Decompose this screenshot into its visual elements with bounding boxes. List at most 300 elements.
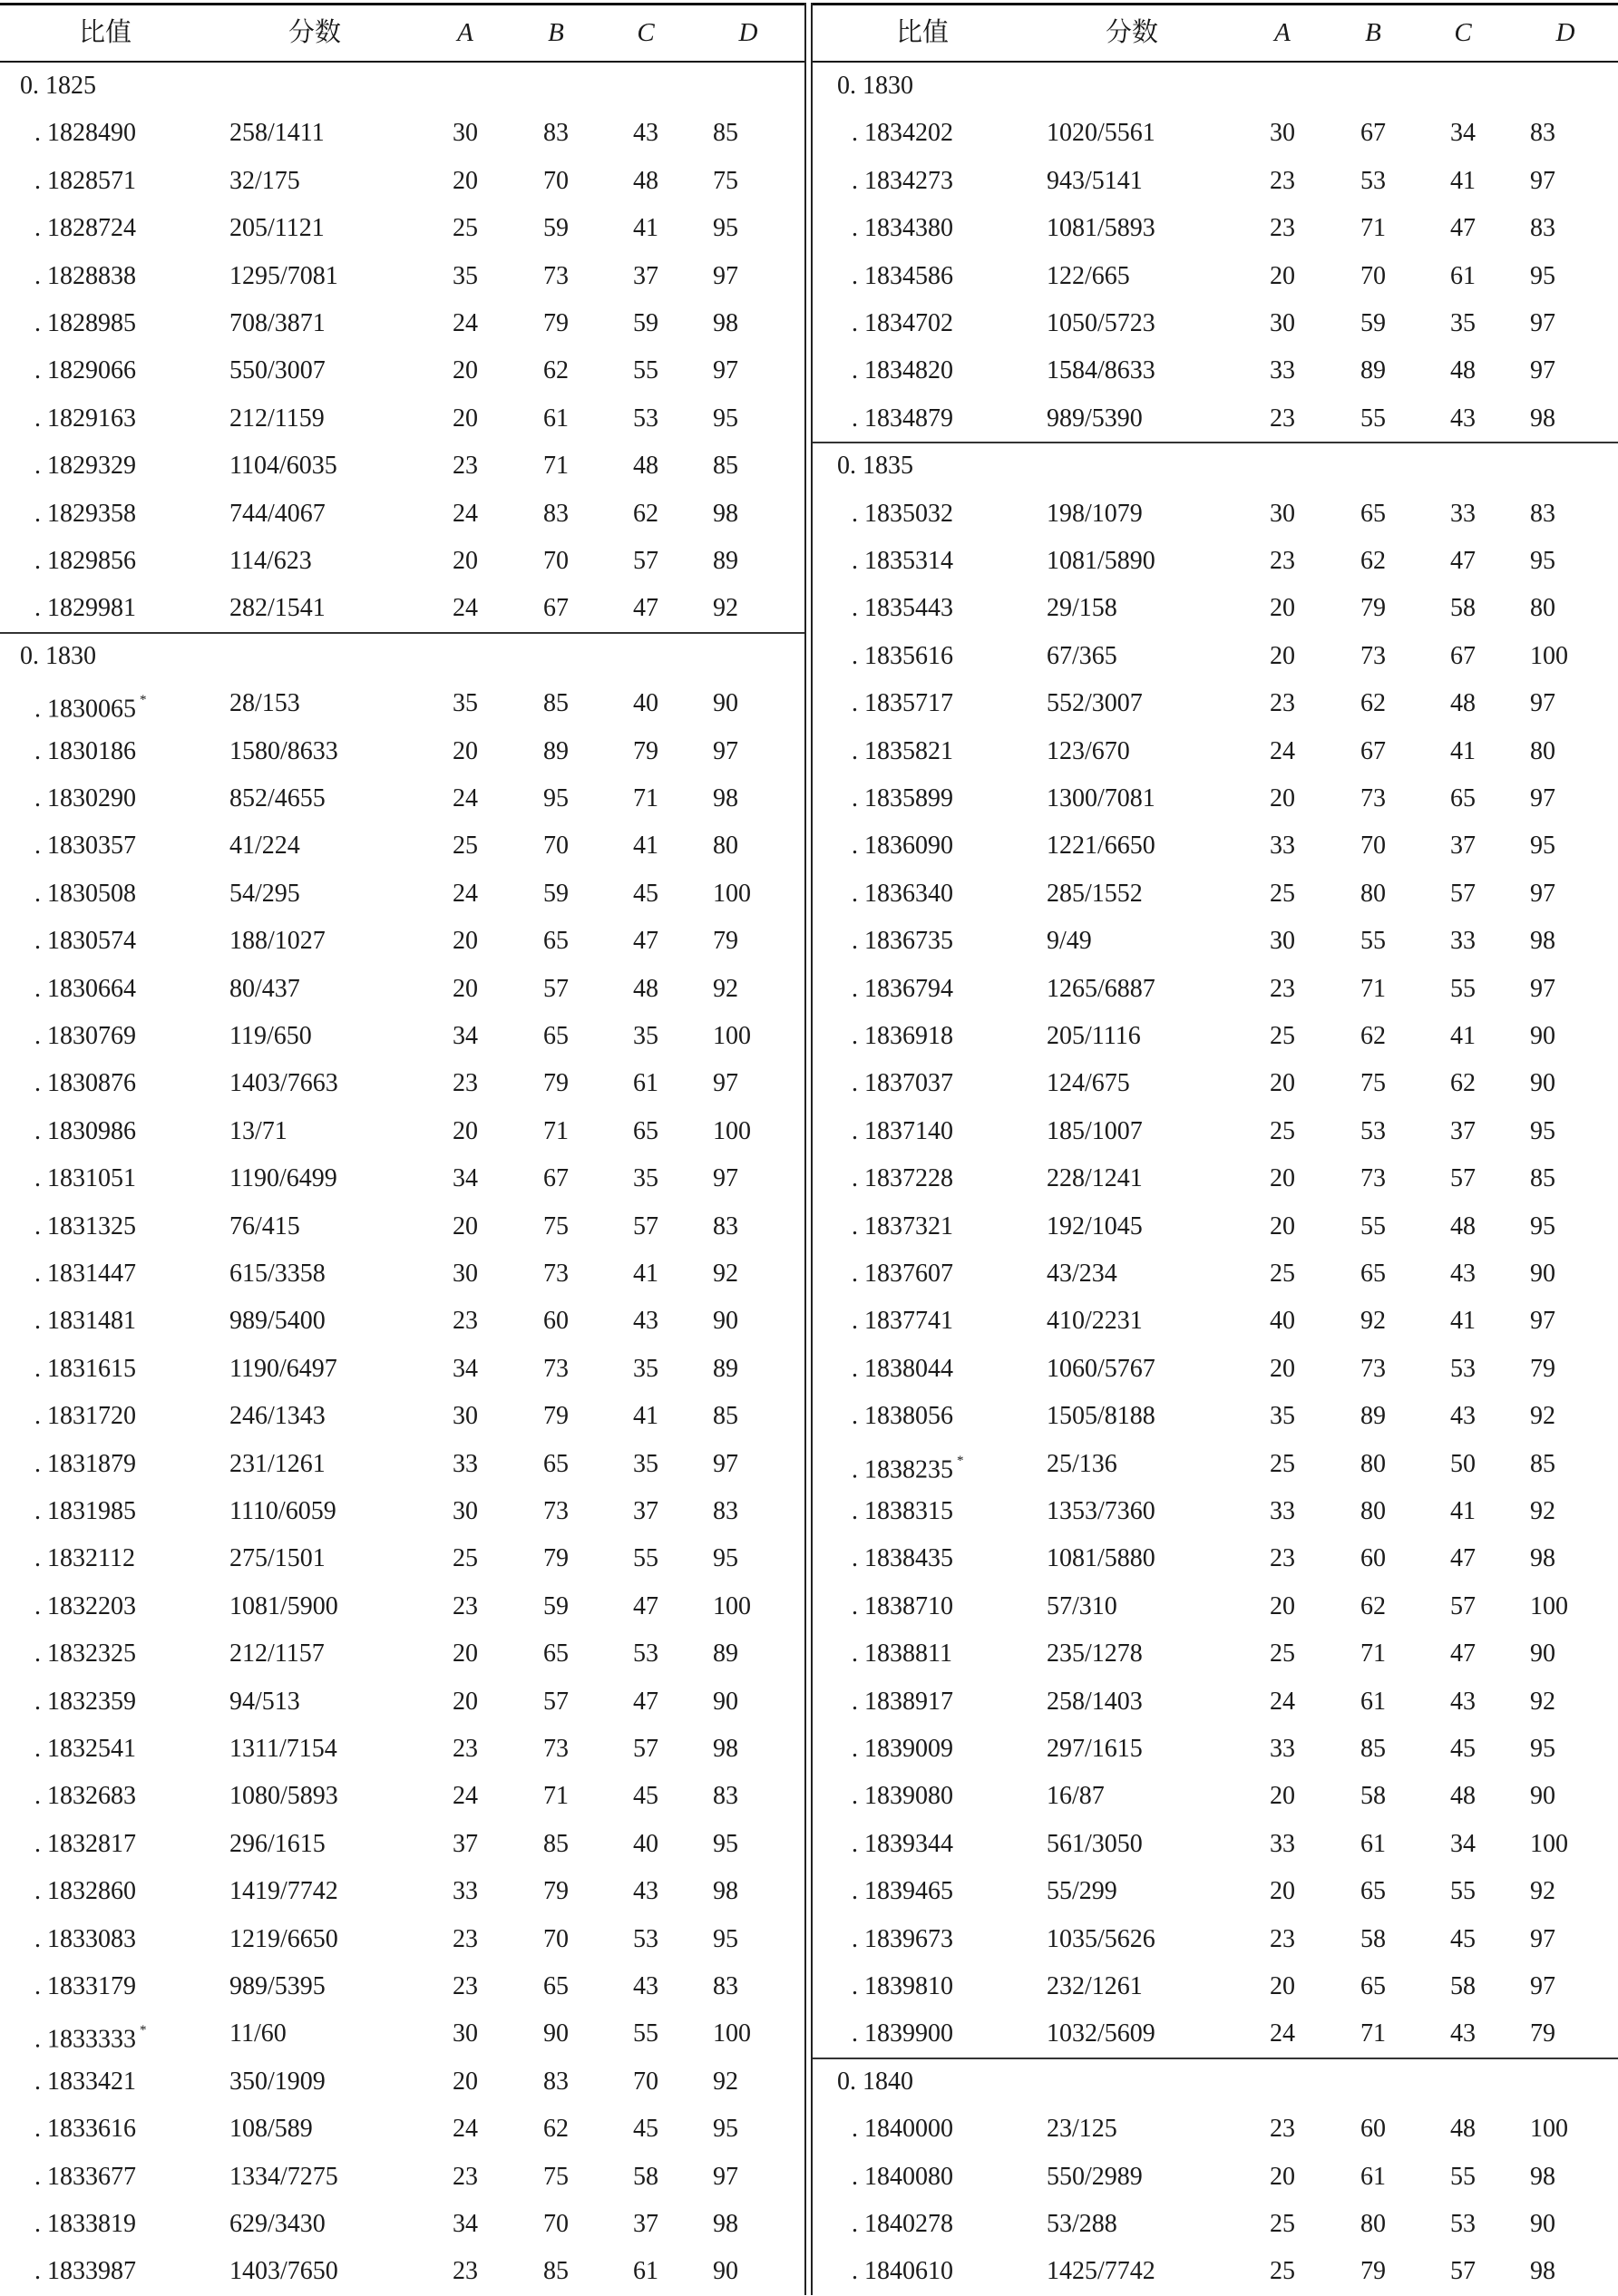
- c-cell: 41: [633, 1260, 658, 1288]
- table-row: [813, 538, 1618, 585]
- ratio-cell: [852, 1060, 953, 1107]
- fraction-cell: 232/1261: [1047, 1972, 1143, 2000]
- ratio-value: . 1836340: [852, 879, 953, 908]
- ratio-cell: [34, 1535, 135, 1582]
- c-cell: 57: [1450, 1164, 1476, 1193]
- c-cell: 45: [633, 2115, 658, 2144]
- d-cell: 97: [713, 356, 738, 385]
- a-cell: 23: [1270, 1544, 1295, 1573]
- table-row: [813, 871, 1618, 918]
- b-cell: 85: [1360, 1735, 1386, 1763]
- table-row: [0, 2154, 805, 2201]
- fraction-cell: 852/4655: [229, 784, 326, 812]
- d-cell: 97: [1530, 689, 1555, 718]
- table-row: [0, 2106, 805, 2153]
- a-cell: 30: [453, 1260, 478, 1288]
- ratio-value: . 1829856: [34, 547, 136, 575]
- c-cell: 43: [633, 1307, 658, 1336]
- ratio-value: . 1832112: [34, 1544, 135, 1573]
- a-cell: 25: [1270, 2257, 1295, 2286]
- a-cell: 20: [1270, 2162, 1295, 2191]
- d-cell: 95: [1530, 1116, 1555, 1145]
- b-cell: 89: [1360, 1402, 1386, 1431]
- d-cell: 80: [713, 832, 738, 861]
- column-header-b: B: [1365, 18, 1381, 47]
- c-cell: 40: [633, 689, 658, 718]
- a-cell: 20: [453, 356, 478, 385]
- c-cell: 48: [1450, 1211, 1476, 1240]
- table-row: [813, 1726, 1618, 1773]
- a-cell: 20: [453, 1211, 478, 1240]
- c-cell: 58: [1450, 1972, 1476, 2000]
- a-cell: 23: [453, 2162, 478, 2191]
- fraction-cell: 258/1403: [1047, 1687, 1143, 1716]
- ratio-value: . 1830508: [34, 879, 136, 908]
- ratio-value: . 1828490: [34, 119, 136, 148]
- a-cell: 20: [1270, 641, 1295, 670]
- c-cell: 53: [633, 1924, 658, 1953]
- a-cell: 24: [1270, 736, 1295, 765]
- ratio-cell: [34, 871, 136, 918]
- ratio-cell: [852, 1203, 953, 1250]
- c-cell: 62: [1450, 1069, 1476, 1098]
- a-cell: 25: [1270, 2210, 1295, 2238]
- ratio-cell: [852, 300, 953, 347]
- d-cell: 85: [713, 1402, 738, 1431]
- ratio-cell: [34, 1250, 136, 1298]
- fraction-cell: 1081/5900: [229, 1591, 338, 1620]
- fraction-cell: 212/1157: [229, 1639, 325, 1668]
- c-cell: 53: [633, 1639, 658, 1668]
- d-cell: 89: [713, 1639, 738, 1668]
- d-cell: 95: [713, 2115, 738, 2144]
- ratio-value: . 1835314: [852, 547, 953, 575]
- table-row: [0, 585, 805, 632]
- d-cell: 97: [713, 736, 738, 765]
- d-cell: 92: [713, 1260, 738, 1288]
- fraction-cell: 198/1079: [1047, 499, 1143, 528]
- ratio-value: . 1831879: [34, 1449, 136, 1478]
- ratio-value: . 1830986: [34, 1116, 136, 1145]
- b-cell: 83: [543, 2067, 569, 2096]
- ratio-value: . 1828838: [34, 261, 136, 290]
- c-cell: 35: [633, 1449, 658, 1478]
- a-cell: 30: [453, 1402, 478, 1431]
- ratio-cell: [852, 538, 953, 585]
- c-cell: 55: [1450, 2162, 1476, 2191]
- group-label: 0. 1830: [20, 641, 96, 670]
- ratio-cell: [852, 1963, 953, 2010]
- c-cell: 57: [633, 1211, 658, 1240]
- ratio-cell: [34, 1155, 136, 1202]
- ratio-cell: [34, 918, 136, 965]
- fraction-cell: 282/1541: [229, 594, 326, 623]
- b-cell: 73: [543, 1260, 569, 1288]
- ratio-cell: [852, 871, 953, 918]
- ratio-value: . 1832683: [34, 1782, 136, 1811]
- c-cell: 58: [633, 2162, 658, 2191]
- b-cell: 62: [1360, 1022, 1386, 1050]
- fraction-cell: 124/675: [1047, 1069, 1130, 1098]
- d-cell: 95: [1530, 1211, 1555, 1240]
- ratio-value: . 1836090: [852, 832, 953, 861]
- ratio-value: . 1830186: [34, 736, 136, 765]
- a-cell: 20: [453, 2067, 478, 2096]
- fraction-cell: 989/5395: [229, 1972, 326, 2000]
- ratio-value: . 1830357: [34, 832, 136, 861]
- table-row: [0, 1868, 805, 1915]
- a-cell: 23: [453, 1591, 478, 1620]
- b-cell: 62: [543, 2115, 569, 2144]
- fraction-cell: 29/158: [1047, 594, 1117, 623]
- d-cell: 97: [1530, 974, 1555, 1003]
- ratio-cell: [34, 966, 136, 1013]
- a-cell: 20: [1270, 784, 1295, 812]
- table-row: [813, 1013, 1618, 1060]
- d-cell: 97: [1530, 309, 1555, 337]
- d-cell: 98: [713, 499, 738, 528]
- d-cell: 90: [1530, 1260, 1555, 1288]
- table-row: [813, 158, 1618, 205]
- b-cell: 80: [1360, 1497, 1386, 1525]
- fraction-cell: 123/670: [1047, 736, 1130, 765]
- ratio-cell: [34, 300, 136, 347]
- table-row: [0, 1013, 805, 1060]
- a-cell: 33: [1270, 1497, 1295, 1525]
- ratio-cell: [34, 110, 136, 157]
- fraction-cell: 114/623: [229, 547, 312, 575]
- fraction-cell: 43/234: [1047, 1260, 1117, 1288]
- ratio-cell: [34, 728, 136, 775]
- table-row: [813, 1060, 1618, 1107]
- fraction-cell: 28/153: [229, 689, 300, 718]
- ratio-value: . 1835899: [852, 784, 953, 812]
- a-cell: 34: [453, 2210, 478, 2238]
- table-row: [0, 2248, 805, 2295]
- ratio-cell: [34, 680, 147, 727]
- a-cell: 25: [1270, 1449, 1295, 1478]
- ratio-cell: [852, 2201, 953, 2248]
- c-cell: 40: [633, 1829, 658, 1858]
- d-cell: 95: [1530, 832, 1555, 861]
- b-cell: 79: [543, 309, 569, 337]
- ratio-value: . 1834586: [852, 261, 953, 290]
- group-row: [0, 633, 805, 680]
- a-cell: 23: [1270, 974, 1295, 1003]
- fraction-cell: 192/1045: [1047, 1211, 1143, 1240]
- d-cell: 89: [713, 1354, 738, 1383]
- b-cell: 89: [543, 736, 569, 765]
- a-cell: 24: [453, 309, 478, 337]
- column-header-a: A: [1274, 18, 1291, 47]
- table-row: [0, 2058, 805, 2106]
- d-cell: 100: [713, 2019, 751, 2048]
- b-cell: 60: [543, 1307, 569, 1336]
- ratio-value: . 1832541: [34, 1735, 136, 1763]
- fraction-cell: 228/1241: [1047, 1164, 1143, 1193]
- table-row: [0, 728, 805, 775]
- d-cell: 95: [713, 404, 738, 433]
- table-row: [0, 2201, 805, 2248]
- ratio-cell: [852, 822, 953, 870]
- b-cell: 73: [543, 261, 569, 290]
- ratio-value: . 1834380: [852, 214, 953, 243]
- d-cell: 83: [1530, 214, 1555, 243]
- table-row: [813, 1155, 1618, 1202]
- c-cell: 57: [1450, 879, 1476, 908]
- d-cell: 98: [713, 309, 738, 337]
- a-cell: 23: [453, 1307, 478, 1336]
- table-row: [813, 585, 1618, 632]
- a-cell: 25: [1270, 1260, 1295, 1288]
- ratio-value: . 1835032: [852, 499, 953, 528]
- ratio-cell: [34, 1868, 136, 1915]
- table-row: [0, 918, 805, 965]
- a-cell: 25: [1270, 1022, 1295, 1050]
- table-row: [0, 1203, 805, 1250]
- d-cell: 90: [1530, 2210, 1555, 2238]
- b-cell: 71: [543, 452, 569, 481]
- b-cell: 79: [1360, 2257, 1386, 2286]
- b-cell: 79: [543, 1069, 569, 1098]
- fraction-cell: 119/650: [229, 1022, 312, 1050]
- a-cell: 30: [1270, 309, 1295, 337]
- b-cell: 90: [543, 2019, 569, 2048]
- table-row: [0, 300, 805, 347]
- b-cell: 73: [543, 1735, 569, 1763]
- a-cell: 25: [1270, 879, 1295, 908]
- d-cell: 92: [1530, 1497, 1555, 1525]
- d-cell: 92: [713, 974, 738, 1003]
- fraction-cell: 285/1552: [1047, 879, 1143, 908]
- c-cell: 53: [1450, 2210, 1476, 2238]
- fraction-cell: 23/125: [1047, 2115, 1117, 2144]
- a-cell: 33: [1270, 832, 1295, 861]
- ratio-value: . 1828985: [34, 309, 136, 337]
- c-cell: 55: [633, 1544, 658, 1573]
- b-cell: 61: [1360, 1687, 1386, 1716]
- ratio-cell: [34, 1916, 136, 1963]
- a-cell: 23: [1270, 1924, 1295, 1953]
- b-cell: 62: [1360, 1591, 1386, 1620]
- fraction-cell: 1060/5767: [1047, 1354, 1155, 1383]
- ratio-cell: [852, 158, 953, 205]
- table-row: [0, 205, 805, 252]
- ratio-cell: [34, 1583, 136, 1630]
- b-cell: 79: [1360, 594, 1386, 623]
- ratio-value: . 1829981: [34, 594, 136, 623]
- c-cell: 35: [633, 1164, 658, 1193]
- d-cell: 97: [713, 1069, 738, 1098]
- ratio-value: . 1838056: [852, 1402, 953, 1431]
- ratio-cell: [852, 1773, 953, 1820]
- a-cell: 20: [453, 736, 478, 765]
- b-cell: 70: [543, 1924, 569, 1953]
- fraction-cell: 76/415: [229, 1211, 300, 1240]
- ratio-cell: [852, 1678, 953, 1726]
- fraction-cell: 1050/5723: [1047, 309, 1155, 337]
- fraction-cell: 1020/5561: [1047, 119, 1155, 148]
- ratio-value: . 1839810: [852, 1972, 953, 2000]
- b-cell: 62: [1360, 689, 1386, 718]
- ratio-cell: [852, 2010, 953, 2058]
- c-cell: 47: [633, 1687, 658, 1716]
- d-cell: 83: [713, 1497, 738, 1525]
- top-rule: [813, 3, 1618, 5]
- b-cell: 71: [1360, 214, 1386, 243]
- a-cell: 20: [1270, 594, 1295, 623]
- table-row: [0, 443, 805, 490]
- ratio-cell: [852, 2154, 953, 2201]
- b-cell: 53: [1360, 166, 1386, 195]
- fraction-cell: 296/1615: [229, 1829, 326, 1858]
- asterisk-mark: *: [957, 1453, 964, 1468]
- ratio-cell: [852, 1441, 964, 1488]
- column-header-c: C: [1454, 18, 1472, 47]
- b-cell: 60: [1360, 2115, 1386, 2144]
- ratio-value: . 1840278: [852, 2210, 953, 2238]
- column-header-ratio: 比值: [78, 18, 132, 47]
- ratio-value: . 1829163: [34, 404, 136, 433]
- ratio-cell: [34, 2154, 136, 2201]
- d-cell: 97: [1530, 1924, 1555, 1953]
- ratio-value: . 1833083: [34, 1924, 136, 1953]
- column-header-ratio: 比值: [895, 18, 950, 47]
- c-cell: 48: [633, 974, 658, 1003]
- ratio-cell: [34, 775, 136, 822]
- c-cell: 55: [633, 2019, 658, 2048]
- ratio-value: . 1836794: [852, 974, 953, 1003]
- table-row: [813, 2154, 1618, 2201]
- a-cell: 20: [453, 404, 478, 433]
- d-cell: 90: [1530, 1782, 1555, 1811]
- c-cell: 37: [1450, 1116, 1476, 1145]
- fraction-cell: 1311/7154: [229, 1735, 337, 1763]
- ratio-value: . 1840080: [852, 2162, 953, 2191]
- fraction-cell: 1403/7650: [229, 2257, 338, 2286]
- d-cell: 90: [713, 1687, 738, 1716]
- ratio-value: . 1831615: [34, 1354, 136, 1383]
- ratio-value: . 1829358: [34, 499, 136, 528]
- b-cell: 55: [1360, 927, 1386, 956]
- b-cell: 71: [1360, 2019, 1386, 2048]
- fraction-cell: 410/2231: [1047, 1307, 1143, 1336]
- ratio-value: . 1834879: [852, 404, 953, 433]
- table-row: [813, 775, 1618, 822]
- b-cell: 65: [1360, 499, 1386, 528]
- table-row: [813, 253, 1618, 300]
- a-cell: 33: [453, 1877, 478, 1906]
- b-cell: 67: [1360, 736, 1386, 765]
- a-cell: 23: [1270, 404, 1295, 433]
- ratio-cell: [852, 1583, 953, 1630]
- ratio-cell: [34, 1346, 136, 1393]
- fraction-cell: 1081/5880: [1047, 1544, 1155, 1573]
- table-row: [0, 1535, 805, 1582]
- d-cell: 90: [1530, 1022, 1555, 1050]
- fraction-cell: 1403/7663: [229, 1069, 338, 1098]
- d-cell: 79: [713, 927, 738, 956]
- c-cell: 47: [1450, 214, 1476, 243]
- table-row: [813, 1250, 1618, 1298]
- d-cell: 80: [1530, 736, 1555, 765]
- c-cell: 43: [633, 119, 658, 148]
- c-cell: 67: [1450, 641, 1476, 670]
- d-cell: 100: [713, 879, 751, 908]
- fraction-cell: 629/3430: [229, 2210, 326, 2238]
- a-cell: 25: [1270, 1116, 1295, 1145]
- ratio-value: . 1837140: [852, 1116, 953, 1145]
- fraction-cell: 1035/5626: [1047, 1924, 1155, 1953]
- b-cell: 70: [1360, 261, 1386, 290]
- ratio-value: . 1839344: [852, 1829, 953, 1858]
- b-cell: 62: [1360, 547, 1386, 575]
- a-cell: 25: [453, 1544, 478, 1573]
- ratio-cell: [852, 680, 953, 727]
- a-cell: 33: [1270, 1829, 1295, 1858]
- a-cell: 34: [453, 1164, 478, 1193]
- fraction-cell: 1353/7360: [1047, 1497, 1155, 1525]
- fraction-cell: 1190/6497: [229, 1354, 337, 1383]
- ratio-value: . 1834202: [852, 119, 953, 148]
- table-row: [0, 158, 805, 205]
- a-cell: 20: [1270, 1591, 1295, 1620]
- c-cell: 61: [1450, 261, 1476, 290]
- ratio-value: . 1836735: [852, 927, 953, 956]
- c-cell: 35: [1450, 309, 1476, 337]
- b-cell: 61: [1360, 1829, 1386, 1858]
- ratio-value: . 1833987: [34, 2257, 136, 2286]
- c-cell: 41: [1450, 736, 1476, 765]
- a-cell: 23: [1270, 2115, 1295, 2144]
- column-header-d: D: [738, 18, 758, 47]
- d-cell: 90: [713, 689, 738, 718]
- fraction-cell: 122/665: [1047, 261, 1130, 290]
- c-cell: 61: [633, 2257, 658, 2286]
- table-row: [813, 680, 1618, 727]
- c-cell: 48: [1450, 1782, 1476, 1811]
- b-cell: 85: [543, 689, 569, 718]
- d-cell: 90: [713, 1307, 738, 1336]
- fraction-cell: 1110/6059: [229, 1497, 336, 1525]
- ratio-cell: [34, 1393, 136, 1440]
- table-row: [813, 1630, 1618, 1678]
- table-row: [813, 395, 1618, 443]
- d-cell: 90: [713, 2257, 738, 2286]
- b-cell: 75: [543, 2162, 569, 2191]
- a-cell: 20: [453, 1639, 478, 1668]
- a-cell: 24: [453, 1782, 478, 1811]
- b-cell: 80: [1360, 879, 1386, 908]
- table-row: [0, 1678, 805, 1726]
- a-cell: 20: [453, 166, 478, 195]
- fraction-cell: 1295/7081: [229, 261, 338, 290]
- b-cell: 59: [1360, 309, 1386, 337]
- b-cell: 67: [1360, 119, 1386, 148]
- b-cell: 70: [543, 166, 569, 195]
- d-cell: 83: [713, 1782, 738, 1811]
- a-cell: 23: [453, 452, 478, 481]
- table-row: [813, 205, 1618, 252]
- ratio-value: . 1833421: [34, 2067, 136, 2096]
- c-cell: 35: [633, 1022, 658, 1050]
- fraction-cell: 9/49: [1047, 927, 1092, 956]
- a-cell: 23: [453, 1735, 478, 1763]
- table-row: [0, 1298, 805, 1345]
- table-row: [813, 300, 1618, 347]
- table-row: [0, 1916, 805, 1963]
- c-cell: 43: [1450, 2019, 1476, 2048]
